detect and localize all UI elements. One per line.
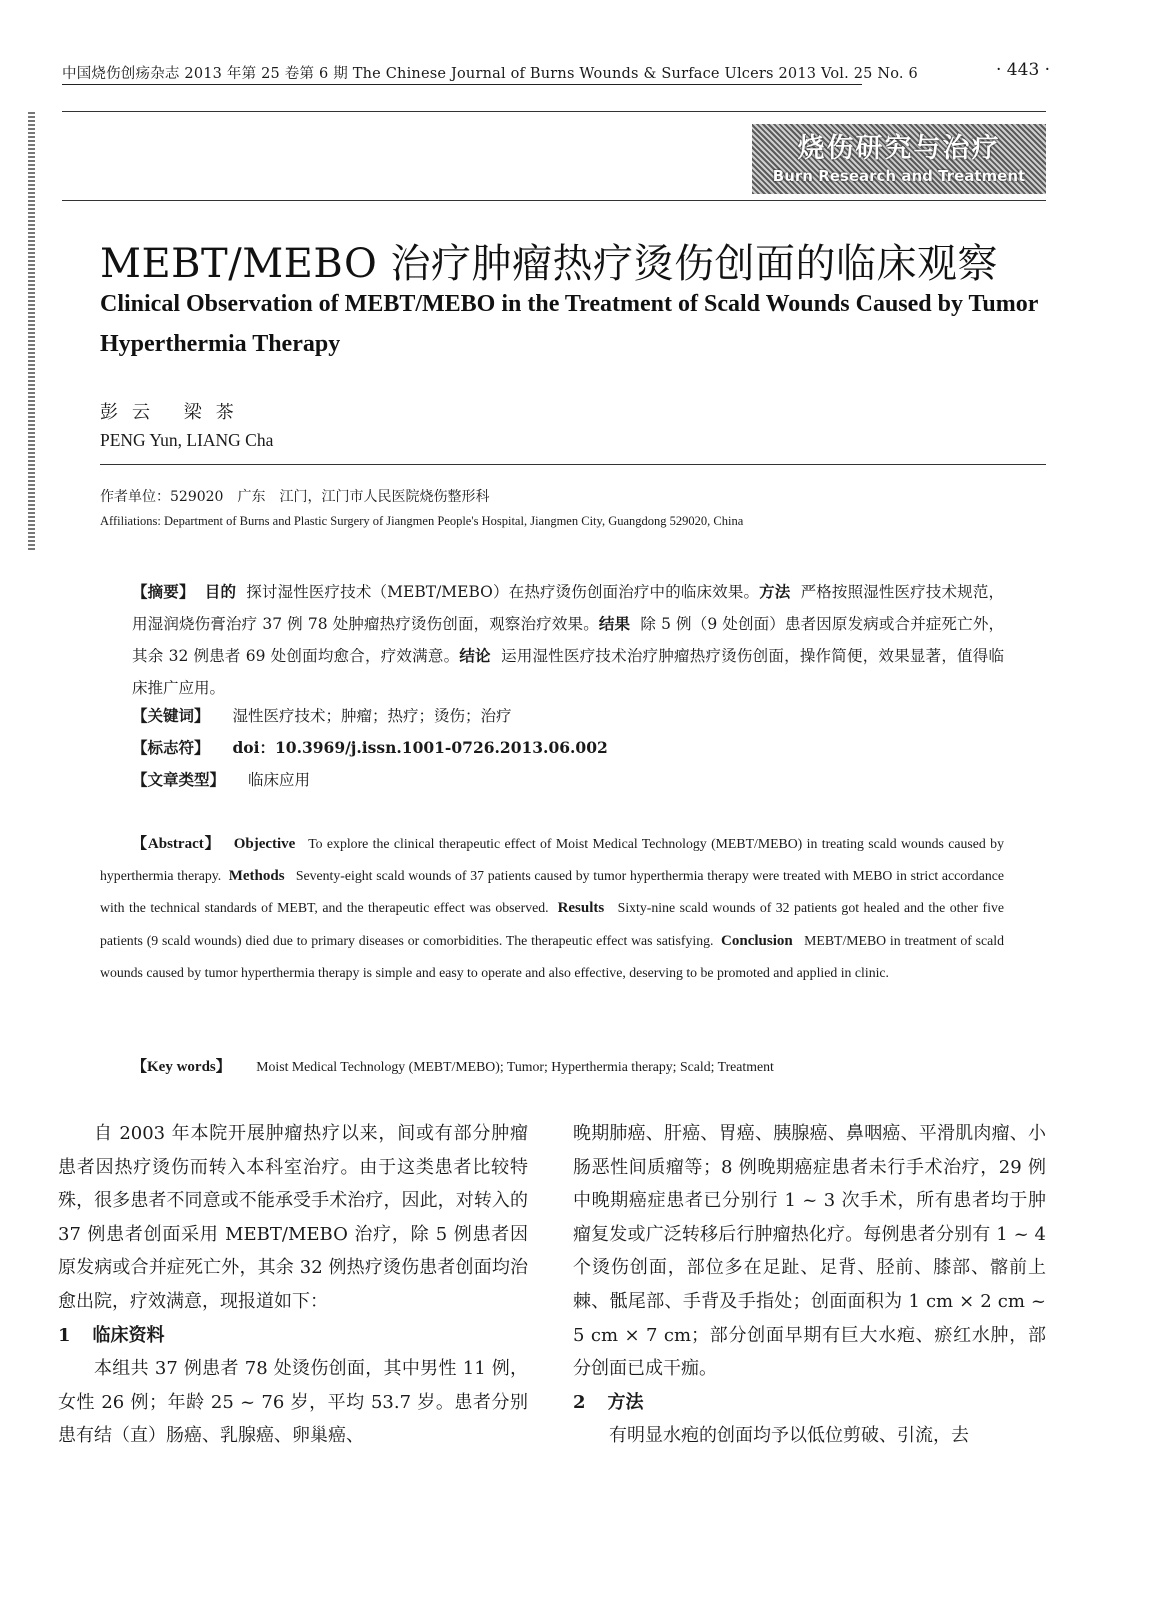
intro-paragraph: 自 2003 年本院开展肿瘤热疗以来，间或有部分肿瘤患者因热疗烫伤而转入本科室治疗。由于这类患者比较特殊，很多患者不同意或不能承受手术治疗，因此，对转入的 37 例患者创面采用 MEBT/MEBO 治疗，除 5 例患者因原发病或合并症死亡外，其余 32 例热疗烫伤患者创面均治愈出院，疗效满意，现报道如下： — [58, 1123, 528, 1312]
page-number: · 443 · — [996, 60, 1051, 80]
article-type: 临床应用 — [247, 771, 310, 789]
body-column-right — [573, 1117, 1046, 1453]
keywords-en-label: 【Key words】 — [132, 1059, 231, 1075]
doi-label: 【标志符】 — [132, 738, 210, 757]
keywords-en-row — [132, 1055, 774, 1076]
abstract-cn-results-label: 结果 — [598, 614, 631, 633]
abstract-cn-label: 【摘要】 — [132, 582, 195, 601]
keywords-cn-row — [132, 704, 511, 726]
doi-row — [132, 736, 626, 758]
abstract-cn-objective: 探讨湿性医疗技术（MEBT/MEBO）在热疗烫伤创面治疗中的临床效果。 — [246, 583, 760, 601]
abstract-cn — [132, 576, 1004, 704]
article-type-label: 【文章类型】 — [132, 770, 226, 789]
abstract-en-methods: Seventy-eight scald wounds of 37 patients caused by tumor hyperthermia therapy were treated with MEBO in strict accordance with the technical standards of MEBT, and the therapeutic effect was observed. — [100, 868, 1004, 916]
abstract-en — [100, 828, 1004, 989]
title-en: Clinical Observation of MEBT/MEBO in the Treatment of Scald Wounds Caused by Tumor Hyperthermia Therapy — [100, 291, 1038, 357]
section-2-title: 方法 — [607, 1391, 644, 1413]
abstract-en-label: 【Abstract】 — [132, 836, 221, 852]
abstract-en-conclusion: MEBT/MEBO in treatment of scald wounds caused by tumor hyperthermia therapy is simple and easy to operate and also effective, deserving to be promoted and applied in clinic. — [100, 932, 1004, 980]
abstract-cn-results: 除 5 例（9 处创面）患者因原发病或合并症死亡外，其余 32 例患者 69 处创面均愈合，疗效满意。 — [132, 615, 1004, 665]
article-type-row — [132, 768, 310, 790]
abstract-cn-conclusion-label: 结论 — [459, 646, 491, 665]
keywords-cn-label: 【关键词】 — [132, 706, 210, 725]
section-1-title: 临床资料 — [92, 1324, 165, 1346]
abstract-cn-conclusion: 运用湿性医疗技术治疗肿瘤热疗烫伤创面，操作简便，效果显著，值得临床推广应用。 — [132, 647, 1004, 697]
abstract-en-results-label: Results — [557, 900, 605, 917]
column-badge-cn: 烧伤研究与治疗 — [797, 133, 1001, 164]
column-badge-en: Burn Research and Treatment — [772, 167, 1026, 185]
abstract-en-results: Sixty-nine scald wounds of 32 patients got healed and the other five patients (9 scald wounds) died due to primary diseases or comorbidities. The therapeutic effect was satisfying. — [100, 900, 1004, 948]
keywords-cn: 湿性医疗技术；肿瘤；热疗；烫伤；治疗 — [232, 707, 512, 725]
section-1-paragraph: 本组共 37 例患者 78 处烫伤创面，其中男性 11 例，女性 26 例；年龄 25 ~ 76 岁，平均 53.7 岁。患者分别患有结（直）肠癌、乳腺癌、卵巢癌、 — [58, 1358, 528, 1447]
header-rule — [62, 111, 1046, 112]
author-rule — [100, 464, 1046, 465]
title-top-rule — [62, 200, 1046, 201]
running-header: 中国烧伤创疡杂志 2013 年第 25 卷第 6 期 The Chinese Journal of Burns Wounds & Surface Ulcers 2013 Vol. 25 No. 6 — [62, 62, 862, 85]
title-cn: MEBT/MEBO 治疗肿瘤热疗烫伤创面的临床观察 — [100, 241, 999, 287]
keywords-en: Moist Medical Technology (MEBT/MEBO); Tumor; Hyperthermia therapy; Scald; Treatment — [256, 1059, 774, 1074]
column-badge — [752, 124, 1046, 194]
section-2-paragraph: 有明显水疱的创面均予以低位剪破、引流，去 — [609, 1425, 969, 1447]
body-column-left — [58, 1117, 528, 1453]
affiliation-en: Affiliations: Department of Burns and Plastic Surgery of Jiangmen People's Hospital, Jiangmen City, Guangdong 529020, China — [100, 514, 744, 528]
scan-edge-strip — [28, 112, 35, 552]
abstract-en-objective: To explore the clinical therapeutic effect of Moist Medical Technology (MEBT/MEBO) in treating scald wounds caused by hyperthermia therapy. — [100, 836, 1004, 884]
doi-value: doi：10.3969/j.issn.1001-0726.2013.06.002 — [232, 738, 608, 757]
affiliation-cn: 作者单位：529020 广东 江门，江门市人民医院烧伤整形科 — [100, 489, 490, 505]
abstract-en-methods-label: Methods — [228, 868, 285, 885]
authors-en: PENG Yun, LIANG Cha — [100, 430, 274, 450]
abstract-en-conclusion-label: Conclusion — [721, 932, 793, 949]
section-1-continuation: 晚期肺癌、肝癌、胃癌、胰腺癌、鼻咽癌、平滑肌肉瘤、小肠恶性间质瘤等；8 例晚期癌症患者未行手术治疗，29 例中晚期癌症患者已分别行 1 ~ 3 次手术，所有患者均于肿瘤复发或广泛转移后行肿瘤热化疗。每例患者分别有 1 ~ 4 个烫伤创面，部位多在足趾、足背、胫前、膝部、髂前上棘、骶尾部、手背及手指处；创面面积为 1 cm × 2 cm ~ 5 cm × 7 cm；部分创面早期有巨大水疱、瘀红水肿，部分创面已成干痂。 — [573, 1123, 1046, 1380]
abstract-cn-objective-label: 目的 — [204, 582, 237, 601]
abstract-en-objective-label: Objective — [233, 836, 296, 852]
section-1-heading — [58, 1319, 528, 1353]
section-1-number: 1 — [58, 1324, 71, 1346]
abstract-cn-methods-label: 方法 — [759, 582, 791, 601]
abstract-cn-methods: 严格按照湿性医疗技术规范，用湿润烧伤膏治疗 37 例 78 处肿瘤热疗烫伤创面，观察治疗效果。 — [132, 583, 1004, 633]
authors-cn: 彭云 梁茶 — [100, 402, 248, 423]
section-2-number: 2 — [573, 1391, 586, 1413]
section-2-heading — [573, 1386, 1046, 1420]
